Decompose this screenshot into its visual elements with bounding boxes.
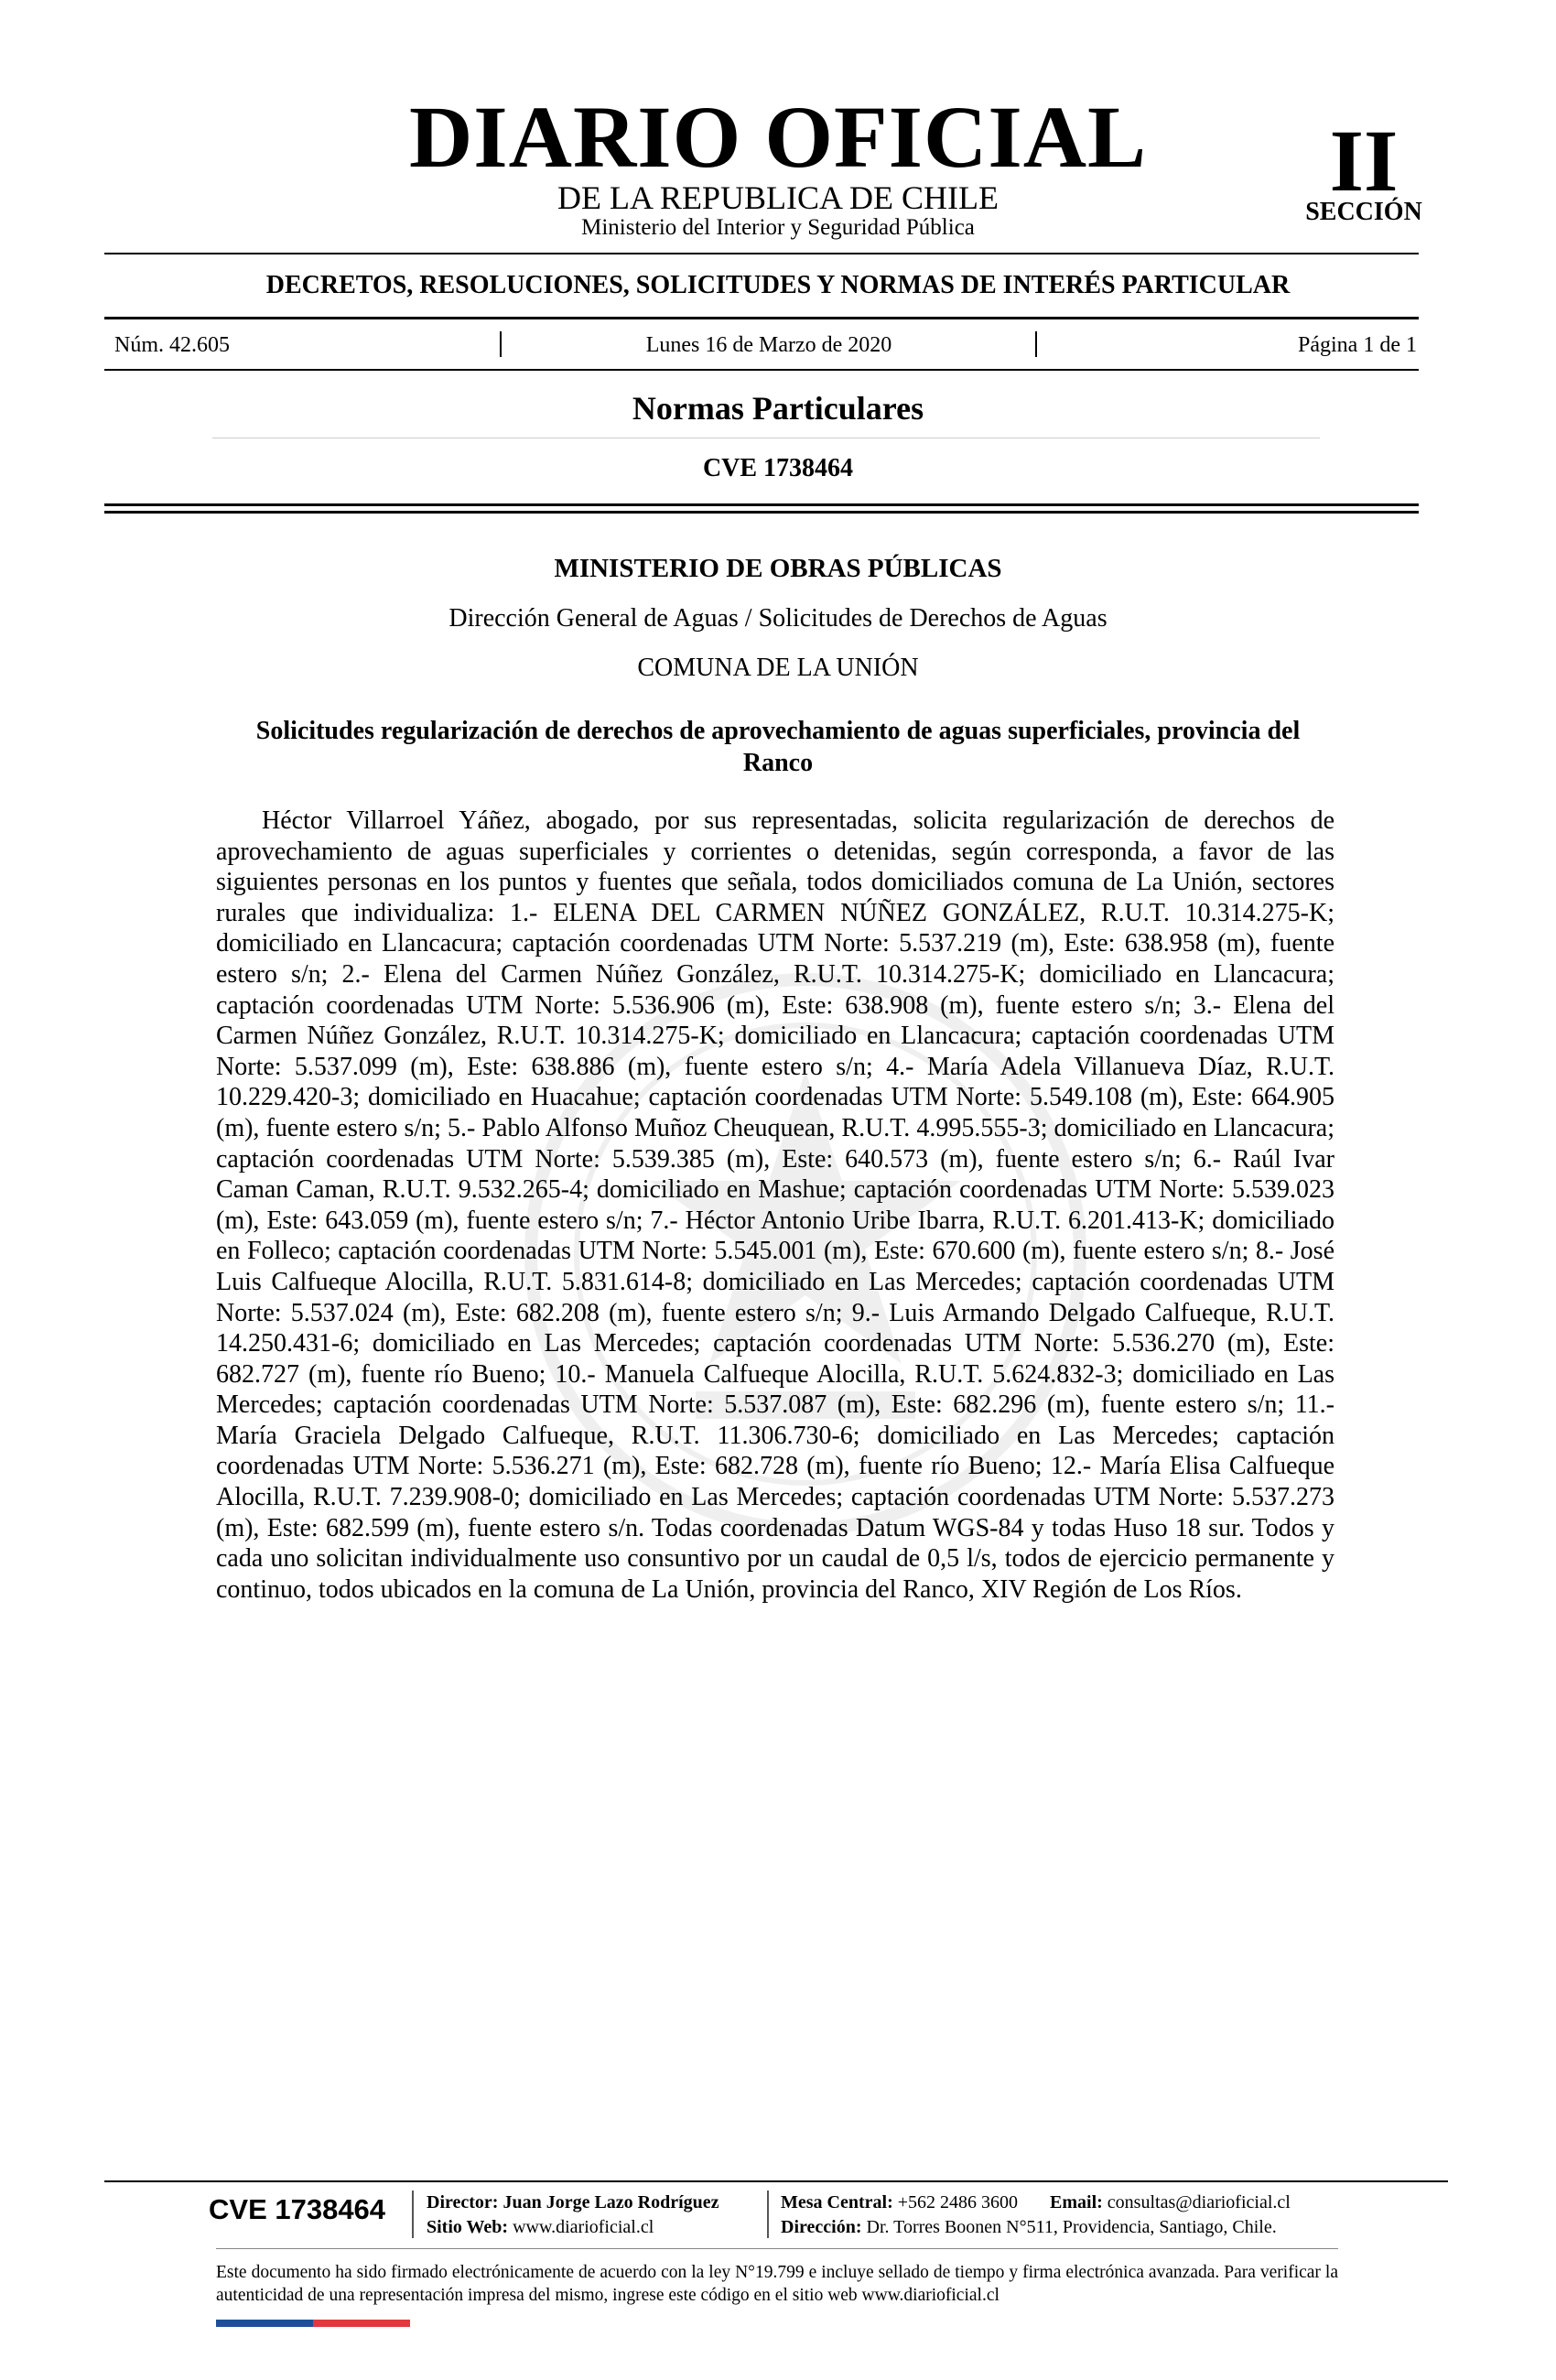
footer-contact-block bbox=[781, 2191, 1291, 2240]
header-banner: DECRETOS, RESOLUCIONES, SOLICITUDES Y NORMAS DE INTERÉS PARTICULAR bbox=[265, 271, 1291, 299]
flag-stripe-red bbox=[313, 2320, 410, 2327]
email-link[interactable]: consultas@diarioficial.cl bbox=[1107, 2192, 1291, 2212]
address-label: Dirección: bbox=[781, 2217, 862, 2237]
issue-page: Página 1 de 1 bbox=[1298, 333, 1417, 357]
footer-cve: CVE 1738464 bbox=[209, 2193, 386, 2225]
infobar-divider bbox=[104, 369, 1419, 371]
document-category: Normas Particulares bbox=[632, 390, 924, 427]
issue-date: Lunes 16 de Marzo de 2020 bbox=[645, 333, 892, 357]
footer-legal-notice: Este documento ha sido firmado electrónicamente de acuerdo con la ley N°19.799 e incluye sellado de tiempo y firma electrónica avanzada. Para verificar la autenticidad de una representación impresa del mismo, ingrese este código en el sitio web www.diarioficial.cl bbox=[216, 2263, 1338, 2305]
footer-director-block bbox=[427, 2191, 719, 2240]
footer-divider-top bbox=[104, 2180, 1448, 2182]
masthead-title: DIARIO OFICIAL bbox=[408, 88, 1148, 186]
masthead-ministry: Ministerio del Interior y Seguridad Pública bbox=[581, 215, 975, 240]
footer-separator bbox=[767, 2191, 769, 2238]
cve-divider-1 bbox=[104, 503, 1419, 506]
document-commune: COMUNA DE LA UNIÓN bbox=[637, 654, 919, 682]
document-title: Solicitudes regularización de derechos de aprovechamiento de aguas superficiales, provincia del Ranco bbox=[255, 717, 1301, 777]
cve-divider-2 bbox=[104, 511, 1419, 514]
phone-label: Mesa Central: bbox=[781, 2192, 893, 2212]
website-link[interactable]: www.diarioficial.cl bbox=[513, 2217, 654, 2237]
document-ministry: MINISTERIO DE OBRAS PÚBLICAS bbox=[554, 554, 1002, 583]
masthead-subtitle: DE LA REPUBLICA DE CHILE bbox=[557, 179, 999, 216]
flag-stripe-blue bbox=[216, 2320, 313, 2327]
section-label: SECCIÓN bbox=[1305, 198, 1422, 226]
address-value: Dr. Torres Boonen N°511, Providencia, Santiago, Chile. bbox=[866, 2217, 1277, 2237]
header-divider-thick bbox=[104, 317, 1419, 319]
footer-divider-mid bbox=[216, 2248, 1338, 2249]
section-numeral: II bbox=[1329, 112, 1399, 210]
director-name: Juan Jorge Lazo Rodríguez bbox=[502, 2192, 719, 2212]
director-label: Director: bbox=[427, 2192, 499, 2212]
document-body: Héctor Villarroel Yáñez, abogado, por sus representadas, solicita regularización de derechos de aprovechamiento de aguas superficiales y corrientes o detenidas, según corresponda, a favor de las siguientes personas en los puntos y fuentes que señala, todos domiciliados comuna de La Unión, sectores rurales que individualiza: 1.- ELENA DEL CARMEN NÚÑEZ GONZÁLEZ, R.U.T. 10.314.275-K; domiciliado en Llancacura; captación coordenadas UTM Norte: 5.537.219 (m), Este: 638.958 (m), fuente estero s/n; 2.- Elena del Carmen Núñez González, R.U.T. 10.314.275-K; domiciliado en Llancacura; captación coordenadas UTM Norte: 5.536.906 (m), Este: 638.908 (m), fuente estero s/n; 3.- Elena del Carmen Núñez González, R.U.T. 10.314.275-K; domiciliado en Llancacura; captación coordenadas UTM Norte: 5.537.099 (m), Este: 638.886 (m), fuente estero s/n; 4.- María Adela Villanueva Díaz, R.U.T. 10.229.420-3; domiciliado en Huacahue; captación coordenadas UTM Norte: 5.549.108 (m), Este: 664.905 (m), fuente estero s/n; 5.- Pablo Alfonso Muñoz Cheuquean, R.U.T. 4.995.555-3; domiciliado en Llancacura; captación coordenadas UTM Norte: 5.539.385 (m), Este: 640.573 (m), fuente estero s/n; 6.- Raúl Ivar Caman Caman, R.U.T. 9.532.265-4; domiciliado en Mashue; captación coordenadas UTM Norte: 5.539.023 (m), Este: 643.059 (m), fuente estero s/n; 7.- Héctor Antonio Uribe Ibarra, R.U.T. 6.201.413-K; domiciliado en Folleco; captación coordenadas UTM Norte: 5.545.001 (m), Este: 670.600 (m), fuente estero s/n; 8.- José Luis Calfueque Alocilla, R.U.T. 5.831.614-8; domiciliado en Las Mercedes; captación coordenadas UTM Norte: 5.537.024 (m), Este: 682.208 (m), fuente estero s/n; 9.- Luis Armando Delgado Calfueque, R.U.T. 14.250.431-6; domiciliado en Las Mercedes; captación coordenadas UTM Norte: 5.536.270 (m), Este: 682.727 (m), fuente río Bueno; 10.- Manuela Calfueque Alocilla, R.U.T. 5.624.832-3; domiciliado en Las Mercedes; captación coordenadas UTM Norte: 5.537.087 (m), Este: 682.296 (m), fuente estero s/n; 11.- María Graciela Delgado Calfueque, R.U.T. 11.306.730-6; domiciliado en Las Mercedes; captación coordenadas UTM Norte: 5.536.271 (m), Este: 682.728 (m), fuente río Bueno; 12.- María Elisa Calfueque Alocilla, R.U.T. 7.239.908-0; domiciliado en Las Mercedes; captación coordenadas UTM Norte: 5.537.273 (m), Este: 682.599 (m), fuente estero s/n. Todas coordenadas Datum WGS-84 y todas Huso 18 sur. Todos y cada uno solicitan individualmente uso consuntivo por un caudal de 0,5 l/s, todos de ejercicio permanente y continuo, todos ubicados en la comuna de La Unión, provincia del Ranco, XIV Región de Los Ríos. bbox=[216, 806, 1334, 1604]
document-cve: CVE 1738464 bbox=[702, 454, 854, 482]
infobar-separator bbox=[500, 331, 502, 357]
document-direction: Dirección General de Aguas / Solicitudes de Derechos de Aguas bbox=[448, 604, 1108, 633]
footer-separator bbox=[412, 2191, 414, 2238]
header-divider-top bbox=[104, 253, 1419, 254]
email-label: Email: bbox=[1050, 2192, 1103, 2212]
website-label: Sitio Web: bbox=[427, 2217, 509, 2237]
phone-number: +562 2486 3600 bbox=[897, 2192, 1019, 2212]
issue-number: Núm. 42.605 bbox=[114, 333, 230, 357]
infobar-separator bbox=[1035, 331, 1037, 357]
